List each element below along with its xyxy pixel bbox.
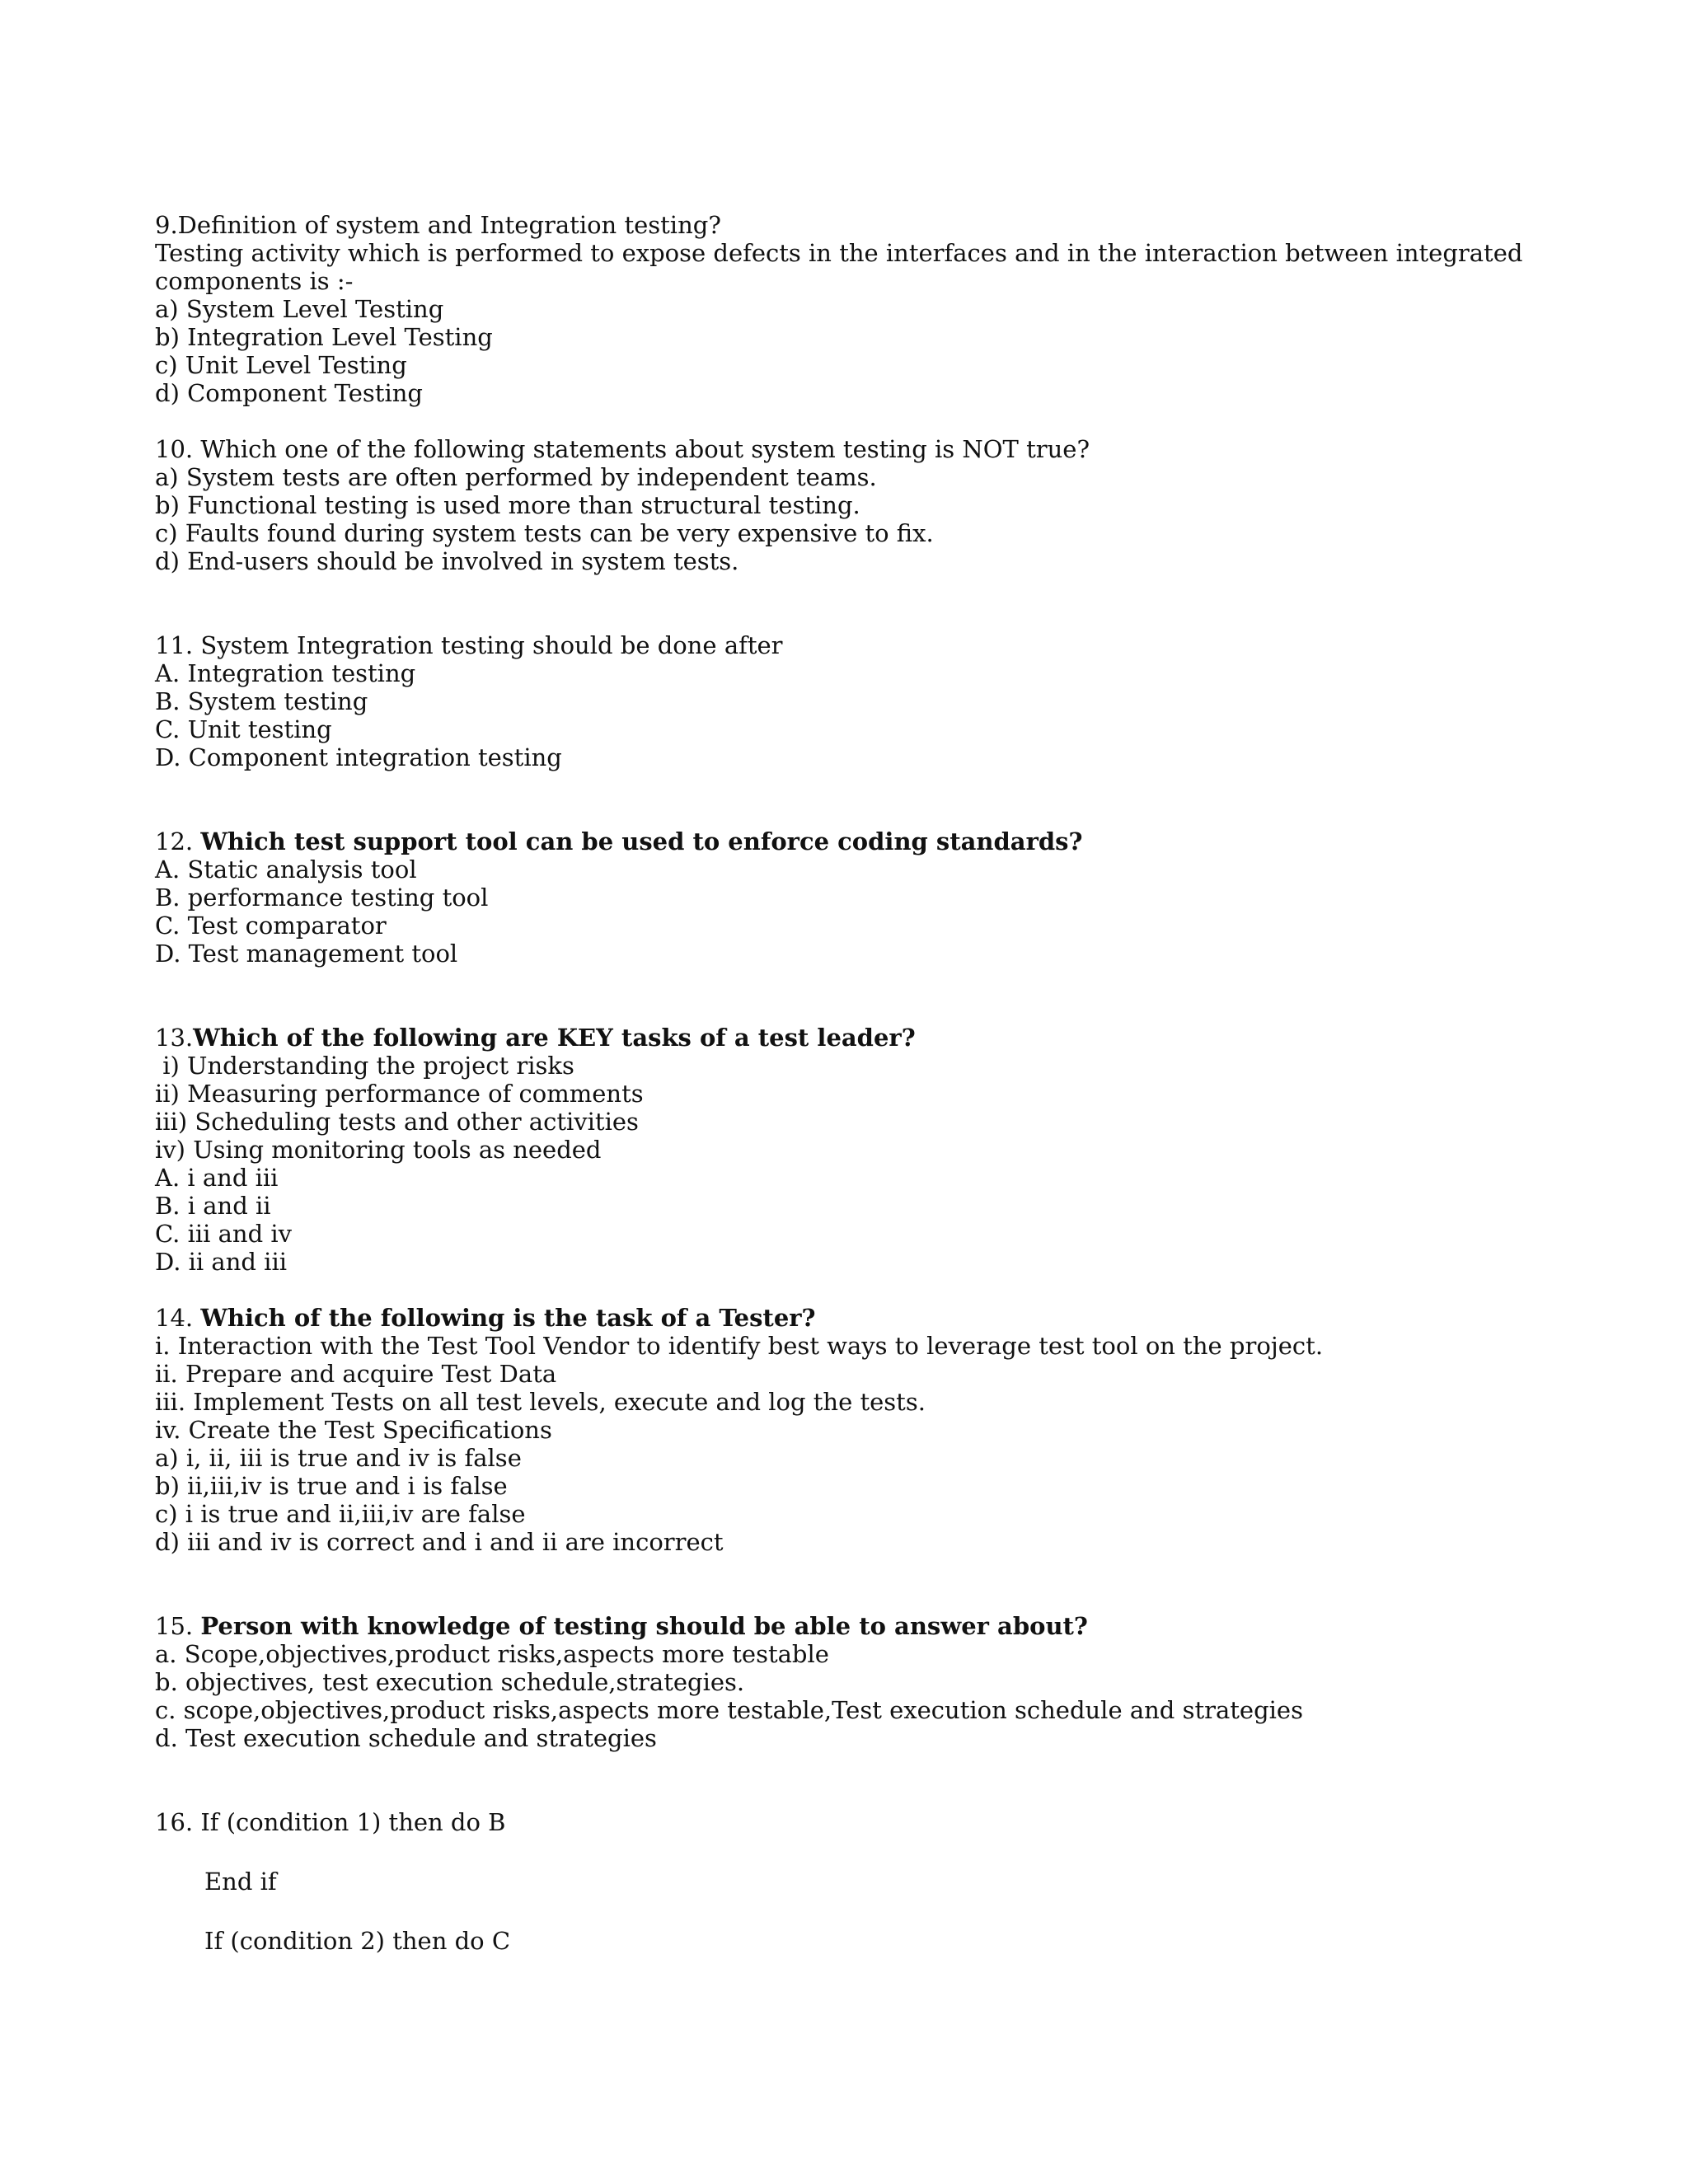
question-14 — [155, 1304, 1540, 1556]
option: A. i and iii — [155, 1164, 279, 1192]
option: D. ii and iii — [155, 1248, 287, 1276]
question-14-number: 14. — [155, 1304, 201, 1332]
option: C. Unit testing — [155, 715, 332, 743]
question-15-number: 15. — [155, 1612, 201, 1640]
question-11-title: 11. System Integration testing should be done after — [155, 631, 783, 659]
option: a) System tests are often performed by independent teams. — [155, 463, 877, 491]
statement: iii) Scheduling tests and other activities — [155, 1108, 639, 1136]
question-9-title: 9.Definition of system and Integration testing? — [155, 211, 721, 239]
question-12-number: 12. — [155, 827, 201, 855]
question-9-stem: Testing activity which is performed to expose defects in the interfaces and in the interaction between integrated components is :- — [155, 239, 1523, 295]
question-10 — [155, 435, 1540, 575]
option: d. Test execution schedule and strategies — [155, 1724, 657, 1752]
option: D. Test management tool — [155, 940, 458, 968]
option: B. performance testing tool — [155, 883, 489, 912]
option: a) System Level Testing — [155, 295, 444, 323]
statement: iii. Implement Tests on all test levels, execute and log the tests. — [155, 1388, 926, 1416]
question-14-title: Which of the following is the task of a Tester? — [200, 1304, 816, 1332]
question-16 — [155, 1808, 1540, 1955]
statement: ii) Measuring performance of comments — [155, 1080, 644, 1108]
question-10-title: 10. Which one of the following statements about system testing is NOT true? — [155, 435, 1090, 463]
question-15 — [155, 1612, 1540, 1752]
option: A. Integration testing — [155, 659, 416, 687]
question-13-title: Which of the following are KEY tasks of a test leader? — [193, 1024, 916, 1052]
statement: iv) Using monitoring tools as needed — [155, 1136, 602, 1164]
statement: i) Understanding the project risks — [155, 1052, 574, 1080]
option: B. i and ii — [155, 1192, 271, 1220]
option: D. Component integration testing — [155, 743, 562, 771]
option: b) Functional testing is used more than structural testing. — [155, 491, 860, 519]
question-12-heading — [155, 827, 1540, 855]
question-14-heading — [155, 1304, 1540, 1332]
question-9 — [155, 211, 1540, 407]
option: C. iii and iv — [155, 1220, 293, 1248]
option: a) i, ii, iii is true and iv is false — [155, 1444, 522, 1472]
option: b) Integration Level Testing — [155, 323, 493, 351]
option: b) ii,iii,iv is true and i is false — [155, 1472, 508, 1500]
option: c) Unit Level Testing — [155, 351, 407, 379]
question-15-heading — [155, 1612, 1540, 1640]
option: c. scope,objectives,product risks,aspects more testable,Test execution schedule and strategies — [155, 1696, 1303, 1724]
option: c) Faults found during system tests can be very expensive to fix. — [155, 519, 934, 547]
question-13-number: 13. — [155, 1024, 194, 1052]
question-12-title: Which test support tool can be used to enforce coding standards? — [200, 827, 1083, 855]
question-13 — [155, 1024, 1540, 1276]
option: c) i is true and ii,iii,iv are false — [155, 1500, 526, 1528]
statement: i. Interaction with the Test Tool Vendor to identify best ways to leverage test tool on the project. — [155, 1332, 1324, 1360]
question-11 — [155, 631, 1540, 771]
statement: ii. Prepare and acquire Test Data — [155, 1360, 557, 1388]
option: d) Component Testing — [155, 379, 423, 407]
option: C. Test comparator — [155, 912, 387, 940]
option: d) iii and iv is correct and i and ii are incorrect — [155, 1528, 724, 1556]
option: d) End-users should be involved in system tests. — [155, 547, 739, 575]
code-line: If (condition 2) then do C — [204, 1927, 511, 1955]
code-line: End if — [204, 1868, 277, 1896]
document-page — [155, 211, 1540, 1955]
question-13-heading — [155, 1024, 1540, 1052]
option: b. objectives, test execution schedule,strategies. — [155, 1668, 745, 1696]
option: a. Scope,objectives,product risks,aspects more testable — [155, 1640, 829, 1668]
option: A. Static analysis tool — [155, 855, 417, 883]
option: B. System testing — [155, 687, 368, 715]
question-12 — [155, 827, 1540, 968]
question-16-title: 16. If (condition 1) then do B — [155, 1808, 506, 1836]
statement: iv. Create the Test Specifications — [155, 1416, 552, 1444]
question-15-title: Person with knowledge of testing should be able to answer about? — [200, 1612, 1088, 1640]
